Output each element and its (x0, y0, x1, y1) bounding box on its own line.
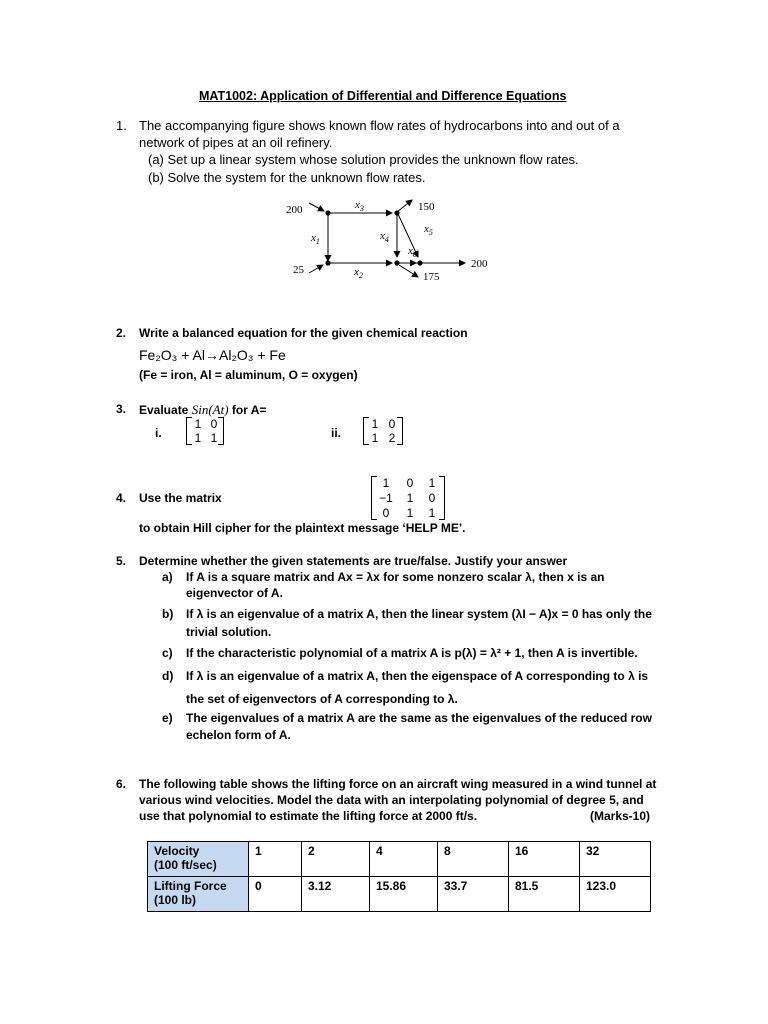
lifting-force-table (147, 841, 651, 912)
q5-item-line1: If λ is an eigenvalue of a matrix A, then the linear system (λI − A)x = 0 has only the (186, 607, 652, 621)
q5-item-line1: The eigenvalues of a matrix A are the same as the eigenvalues of the reduced row (186, 711, 652, 725)
q4-matrix: 1 0 1 −1 1 0 0 1 1 (371, 476, 445, 520)
label-25-in: 25 (293, 264, 304, 276)
q5-item-label: b) (162, 607, 174, 621)
table-header-lifting-force: Lifting Force (100 lb) (148, 877, 249, 912)
q5-text: Determine whether the given statements are true/false. Justify your answer (139, 554, 568, 568)
table-cell: 0 (249, 877, 302, 912)
q6-line1: The following table shows the lifting force on an aircraft wing measured in a wind tunnel at (139, 777, 657, 791)
q1-part-a: (a) Set up a linear system whose solution provides the unknown flow rates. (148, 152, 579, 167)
table-cell: 2 (302, 842, 370, 877)
q6-number: 6. (116, 777, 127, 791)
q2-equation: Fe₂O₃ + Al→Al₂O₃ + Fe (139, 347, 286, 363)
flow-out-bottom (399, 265, 418, 277)
q3-label-i: i. (155, 426, 162, 440)
q2-number: 2. (116, 326, 127, 340)
q5-item-line1: If λ is an eigenvalue of a matrix A, then the eigenspace of A corresponding to λ is (186, 669, 649, 683)
table-cell: 4 (370, 842, 438, 877)
q6-line3: use that polynomial to estimate the lifting force at 2000 ft/s. (139, 809, 478, 823)
table-cell: 32 (580, 842, 651, 877)
q4-number: 4. (116, 491, 127, 505)
label-x4: $x_4$ (380, 230, 389, 244)
label-200-out: 200 (471, 258, 488, 270)
q3-matrix-i: 1 0 1 1 (186, 417, 224, 445)
table-header-velocity: Velocity (100 ft/sec) (148, 842, 249, 877)
q4-text: Use the matrix (139, 491, 222, 505)
node-top-right (394, 210, 399, 215)
q5-item-label: d) (162, 669, 174, 683)
table-row (148, 842, 651, 877)
q2-legend: (Fe = iron, Al = aluminum, O = oxygen) (139, 368, 358, 382)
flow-in-bottom-left (309, 265, 323, 273)
table-cell: 123.0 (580, 877, 651, 912)
table-cell: 15.86 (370, 877, 438, 912)
flow-in-top-left (309, 203, 324, 211)
q2-text: Write a balanced equation for the given chemical reaction (139, 326, 468, 340)
q5-item-label: a) (162, 570, 173, 584)
q5-item-line2: trivial solution. (186, 625, 272, 639)
label-150-out: 150 (418, 201, 435, 213)
pipe-network-diagram (280, 192, 500, 284)
label-200-in: 200 (286, 204, 303, 216)
q5-item-label: e) (162, 711, 173, 725)
node-top-left (325, 210, 330, 215)
q3-text: Evaluate Sin(At) for A= (139, 402, 267, 417)
table-cell: 3.12 (302, 877, 370, 912)
q1-part-b: (b) Solve the system for the unknown flow rates. (148, 170, 426, 185)
label-175-out: 175 (423, 271, 440, 283)
table-cell: 33.7 (438, 877, 509, 912)
flow-out-top-right (397, 200, 412, 212)
node-bottom-mid (394, 260, 399, 265)
table-cell: 1 (249, 842, 302, 877)
label-x5: $x_5$ (424, 223, 433, 237)
table-cell: 8 (438, 842, 509, 877)
q5-number: 5. (116, 554, 127, 568)
q3-label-ii: ii. (331, 426, 342, 440)
q3-matrix-ii: 1 0 1 2 (363, 417, 403, 445)
q5-item-line1: If the characteristic polynomial of a matrix A is p(λ) = λ² + 1, then A is invertible. (186, 646, 638, 660)
node-bottom-right (417, 260, 422, 265)
q4-text2: to obtain Hill cipher for the plaintext message ‘HELP ME’. (139, 521, 466, 535)
q1-line2: network of pipes at an oil refinery. (139, 135, 333, 150)
q1-line1: The accompanying figure shows known flow rates of hydrocarbons into and out of a (139, 118, 620, 133)
q5-item-line2: the set of eigenvectors of A corresponding to λ. (186, 692, 458, 706)
table-row (148, 877, 651, 912)
table-cell: 16 (509, 842, 580, 877)
label-x2: $x_2$ (354, 266, 363, 280)
q5-item-line2: eigenvector of A. (186, 586, 283, 600)
node-bottom-left (325, 260, 330, 265)
q5-item-label: c) (162, 646, 173, 660)
q1-number: 1. (116, 118, 127, 133)
q6-line2: various wind velocities. Model the data with an interpolating polynomial of degree 5, and (139, 793, 644, 807)
q5-item-line2: echelon form of A. (186, 728, 291, 742)
q6-marks: (Marks-10) (590, 809, 651, 823)
label-x6: $x_6$ (408, 245, 417, 259)
label-x3: $x_3$ (355, 199, 364, 213)
table-cell: 81.5 (509, 877, 580, 912)
page-title: MAT1002: Application of Differential and Difference Equations (199, 89, 567, 103)
label-x1: $x_1$ (311, 232, 320, 246)
q3-number: 3. (116, 402, 127, 416)
q5-item-line1: If A is a square matrix and Ax = λx for some nonzero scalar λ, then x is an (186, 570, 605, 584)
